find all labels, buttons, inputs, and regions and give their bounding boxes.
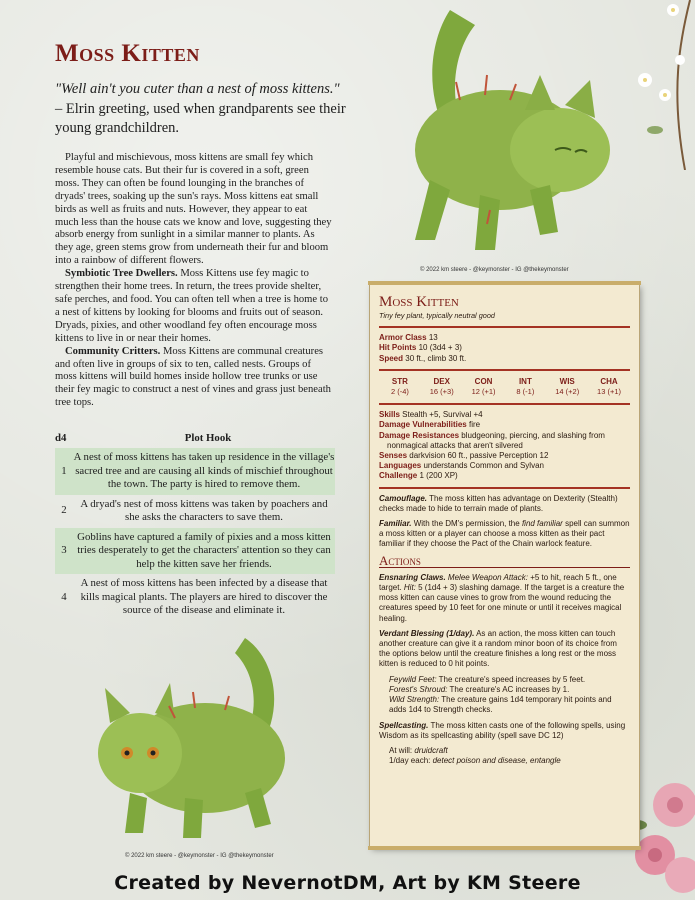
ability-wis: WIS 14 (+2) bbox=[555, 376, 580, 397]
table-row bbox=[55, 495, 335, 528]
boon-list bbox=[379, 675, 630, 716]
row-text: A nest of moss kittens has taken up residence in the village's sacred tree and are causing all kinds of mischief throughout the town. The party is hired to remove them. bbox=[73, 451, 335, 490]
actions-heading: Actions bbox=[379, 556, 630, 568]
ability-scores bbox=[379, 377, 630, 397]
ability-int: INT 8 (-1) bbox=[516, 376, 535, 397]
divider bbox=[379, 403, 630, 405]
row-number: 2 bbox=[61, 504, 67, 517]
action-spellcasting: Spellcasting. The moss kitten casts one of the following spells, using Wisdom as its spellcasting ability (spell save DC 12) bbox=[379, 720, 626, 740]
community-heading: Community Critters. bbox=[65, 345, 161, 357]
symbiotic-text: Moss Kittens use fey magic to strengthen their home trees. In return, the trees provide shelter, safe perches, and food. You can often tell when a tree is home to a nest of kittens by looking for blooms and fruits out of season. Dryads, pixies, and other woodland fey often encourage moss kittens to live in or near their homes. bbox=[55, 268, 329, 344]
symbiotic-paragraph bbox=[55, 268, 333, 345]
skills: Skills Stealth +5, Survival +4 bbox=[379, 410, 483, 420]
spells-daily: 1/day each: detect poison and disease, entangle bbox=[389, 756, 561, 766]
damage-vulnerabilities: Damage Vulnerabilities fire bbox=[379, 420, 481, 430]
plot-hook-table bbox=[55, 432, 335, 621]
epigraph-quote: "Well ain't you cuter than a nest of moss kittens." bbox=[55, 81, 340, 97]
description-text bbox=[55, 152, 333, 410]
senses: Senses darkvision 60 ft., passive Perception 12 bbox=[379, 451, 549, 461]
trait-familiar: Familiar. With the DM's permission, the find familiar spell can summon a moss kitten or a player can choose a moss kitten as their pact familiar if they choose the Pact of the Chain warlock feature. bbox=[379, 519, 630, 549]
boon-feywild-feet: Feywild Feet: The creature's speed increases by 5 feet. bbox=[389, 674, 586, 684]
action-verdant-blessing: Verdant Blessing (1/day). As an action, the moss kitten can touch another creature can give it a random minor boon of its choice from the options below until the creature finishes a long rest or the moss kitten is reduced to 0 hit points. bbox=[379, 628, 617, 669]
intro-paragraph: Playful and mischievous, moss kittens are small fey which resemble house cats. But their fur is covered in a soft, green moss. They can often be found lounging in the branches of dryads' trees, soaking up the sun's rays. Moss kittens eat small birds as well as fruits and nuts. However, they appear to eat much less than the house cats we know and love, suggesting they absorb energy from sunlight in a similar manner to plants. As they age, green stems grow from underneath their fur and bloom into a rainbow of different flowers. bbox=[55, 152, 332, 267]
stat-block-top-border bbox=[368, 281, 641, 285]
stat-block-name: Moss Kitten bbox=[379, 294, 459, 310]
ability-cha: CHA 13 (+1) bbox=[597, 376, 622, 397]
table-row bbox=[55, 528, 335, 575]
stat-block-type: Tiny fey plant, typically neutral good bbox=[379, 311, 495, 320]
table-header bbox=[55, 432, 335, 444]
row-number: 4 bbox=[61, 590, 67, 603]
hit-points: Hit Points 10 (3d4 + 3) bbox=[379, 343, 462, 353]
challenge: Challenge 1 (200 XP) bbox=[379, 471, 458, 481]
damage-resistances: Damage Resistances bludgeoning, piercing, and slashing from nonmagical attacks that aren't silvered bbox=[379, 430, 605, 450]
action-ensnaring-claws: Ensnaring Claws. Melee Weapon Attack: +5 to hit, reach 5 ft., one target. Hit: 5 (1d4 + 3) slashing damage. If the target is a creature the moss kitten can cause vines to grow from the wound reducing the creatures speed by 10 feet for one minute or until it receives magical healing. bbox=[379, 572, 625, 623]
row-number: 1 bbox=[61, 464, 67, 477]
footer-credit: Created by NevernotDM, Art by KM Steere bbox=[114, 872, 581, 894]
ability-dex: DEX 16 (+3) bbox=[429, 376, 454, 397]
stat-block bbox=[370, 284, 639, 847]
spells-at-will: At will: druidcraft bbox=[389, 745, 448, 755]
row-text: A nest of moss kittens has been infected by a disease that kills magical plants. The players are hired to discover the source of the disease and eliminate it. bbox=[80, 577, 328, 616]
table-row bbox=[55, 574, 335, 621]
white-flowers-decoration bbox=[625, 0, 695, 170]
table-header-d4: d4 bbox=[55, 432, 67, 444]
divider bbox=[379, 326, 630, 328]
stat-block-bottom-border bbox=[368, 846, 641, 850]
moss-kitten-illustration-top bbox=[390, 0, 630, 270]
ability-con: CON 12 (+1) bbox=[471, 376, 496, 397]
community-text: Moss Kittens are communal creatures and often live in groups of six to ten, called nests. Groups of moss kittens will build homes inside hollow tree trunks or use their fey magic to construct a nest of vines and grass just beneath tree tops. bbox=[55, 345, 331, 409]
art-credit-bottom: © 2022 km steere - @keymonster - IG @thekeymonster bbox=[125, 853, 274, 859]
epigraph-attribution: – Elrin greeting, used when grandparents see their young grandchildren. bbox=[55, 100, 346, 136]
trait-camouflage: Camouflage. The moss kitten has advantage on Dexterity (Stealth) checks made to hide to terrain made of plants. bbox=[379, 493, 618, 513]
community-paragraph bbox=[55, 346, 333, 411]
row-text: A dryad's nest of moss kittens was taken by poachers and she asks the characters to save them. bbox=[80, 497, 328, 523]
speed: Speed 30 ft., climb 30 ft. bbox=[379, 353, 467, 363]
languages: Languages understands Common and Sylvan bbox=[379, 461, 544, 471]
divider bbox=[379, 369, 630, 371]
symbiotic-heading: Symbiotic Tree Dwellers. bbox=[65, 268, 178, 280]
spell-list bbox=[379, 746, 630, 766]
armor-class: Armor Class 13 bbox=[379, 333, 438, 343]
row-text: Goblins have captured a family of pixies and a moss kitten tries desperately to get the characters' attention so they can help the kitten save her friends. bbox=[77, 530, 331, 570]
divider bbox=[379, 487, 630, 489]
table-row bbox=[55, 448, 335, 495]
art-credit-top: © 2022 km steere - @keymonster - IG @thekeymonster bbox=[420, 267, 569, 273]
ability-str: STR 2 (-4) bbox=[390, 376, 409, 397]
row-number: 3 bbox=[61, 544, 67, 556]
page-title: Moss Kitten bbox=[55, 40, 200, 67]
epigraph bbox=[55, 80, 355, 139]
boon-wild-strength: Wild Strength: The creature gains 1d4 temporary hit points and adds 1d4 to Strength checks. bbox=[389, 695, 612, 715]
table-header-plot-hook: Plot Hook bbox=[184, 432, 232, 444]
boon-forests-shroud: Forest's Shroud: The creature's AC increases by 1. bbox=[389, 684, 570, 694]
moss-kitten-illustration-bottom bbox=[85, 628, 305, 853]
